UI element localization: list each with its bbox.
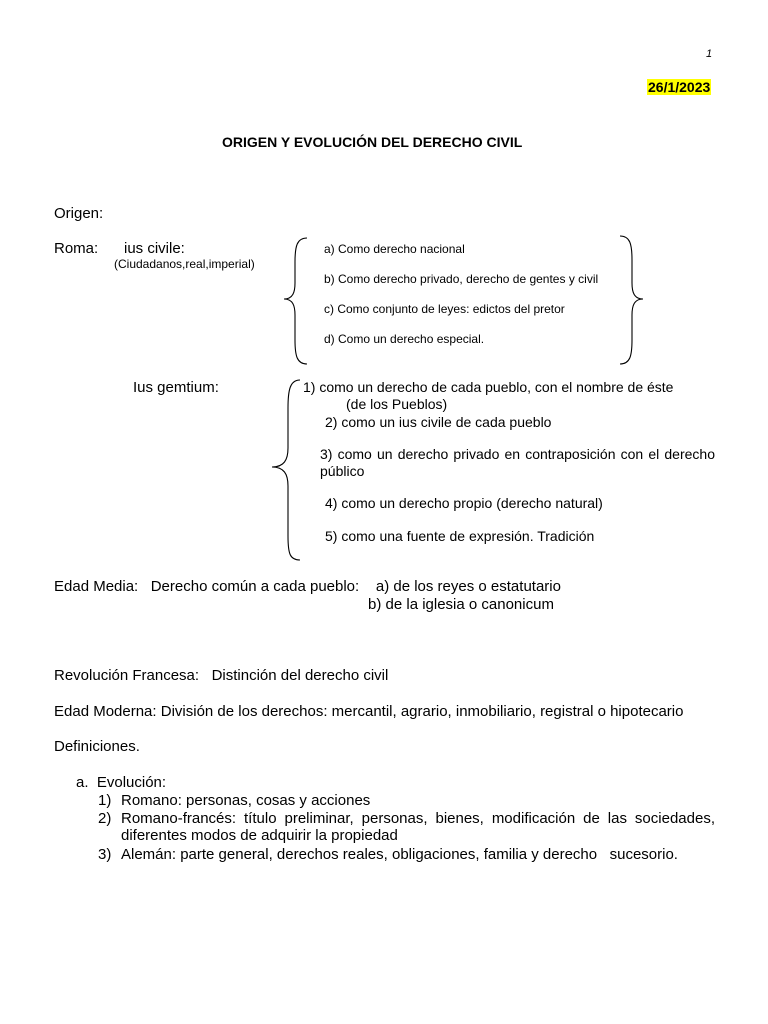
- evolucion-item3-text: Alemán: parte general, derechos reales, obligaciones, familia y derecho sucesorio.: [121, 846, 678, 863]
- ius-gentium-item2: 2) como un ius civile de cada pueblo: [325, 414, 552, 430]
- evolucion-item2-line1: Romano-francés: título preliminar, personas, bienes, modificación de las sociedades,: [121, 810, 715, 827]
- ius-gentium-item5: 5) como una fuente de expresión. Tradición: [325, 528, 595, 544]
- ius-gentium-item4: 4) como un derecho propio (derecho natural): [325, 495, 603, 511]
- ius-gentium-item3-line2: público: [320, 463, 365, 479]
- page-number: 1: [706, 48, 713, 60]
- roma-item-c: c) Como conjunto de leyes: edictos del pretor: [324, 302, 565, 316]
- roma-item-a: a) Como derecho nacional: [324, 242, 465, 256]
- evolucion-item3-num: 3): [98, 846, 112, 863]
- ius-gentium-item1-line2: (de los Pueblos): [346, 396, 448, 412]
- ius-civile-label: ius civile:: [124, 240, 185, 257]
- origen-label: Origen:: [54, 205, 104, 222]
- edad-moderna: Edad Moderna: División de los derechos: mercantil, agrario, inmobiliario, registral o hipotecario: [54, 703, 684, 720]
- roma-item-b: b) Como derecho privado, derecho de gentes y civil: [324, 272, 599, 286]
- roma-label: Roma:: [54, 240, 99, 257]
- document-date: 26/1/2023: [648, 79, 711, 95]
- roma-item-d: d) Como un derecho especial.: [324, 332, 485, 346]
- evolucion-item2-line2: diferentes modos de adquirir la propiedad: [121, 827, 398, 844]
- ius-gentium-item3-line1: 3) como un derecho privado en contraposición con el derecho: [320, 446, 715, 462]
- evolucion-label: a. Evolución:: [76, 774, 167, 791]
- definiciones-label: Definiciones.: [54, 738, 140, 755]
- ius-civile-note: (Ciudadanos,real,imperial): [114, 257, 255, 271]
- ius-gentium-item1-line1: 1) como un derecho de cada pueblo, con el nombre de éste: [303, 379, 674, 395]
- edad-media-line2: b) de la iglesia o canonicum: [368, 596, 554, 613]
- evolucion-item1-text: Romano: personas, cosas y acciones: [121, 792, 371, 809]
- page-title: ORIGEN Y EVOLUCIÓN DEL DERECHO CIVIL: [222, 134, 523, 150]
- edad-media-line1: Edad Media: Derecho común a cada pueblo: a) de los reyes o estatutario: [54, 578, 561, 595]
- evolucion-item2-num: 2): [98, 810, 112, 827]
- evolucion-item1-num: 1): [98, 792, 112, 809]
- revolucion-francesa: Revolución Francesa: Distinción del derecho civil: [54, 667, 389, 684]
- ius-gentium-label: Ius gemtium:: [133, 379, 219, 396]
